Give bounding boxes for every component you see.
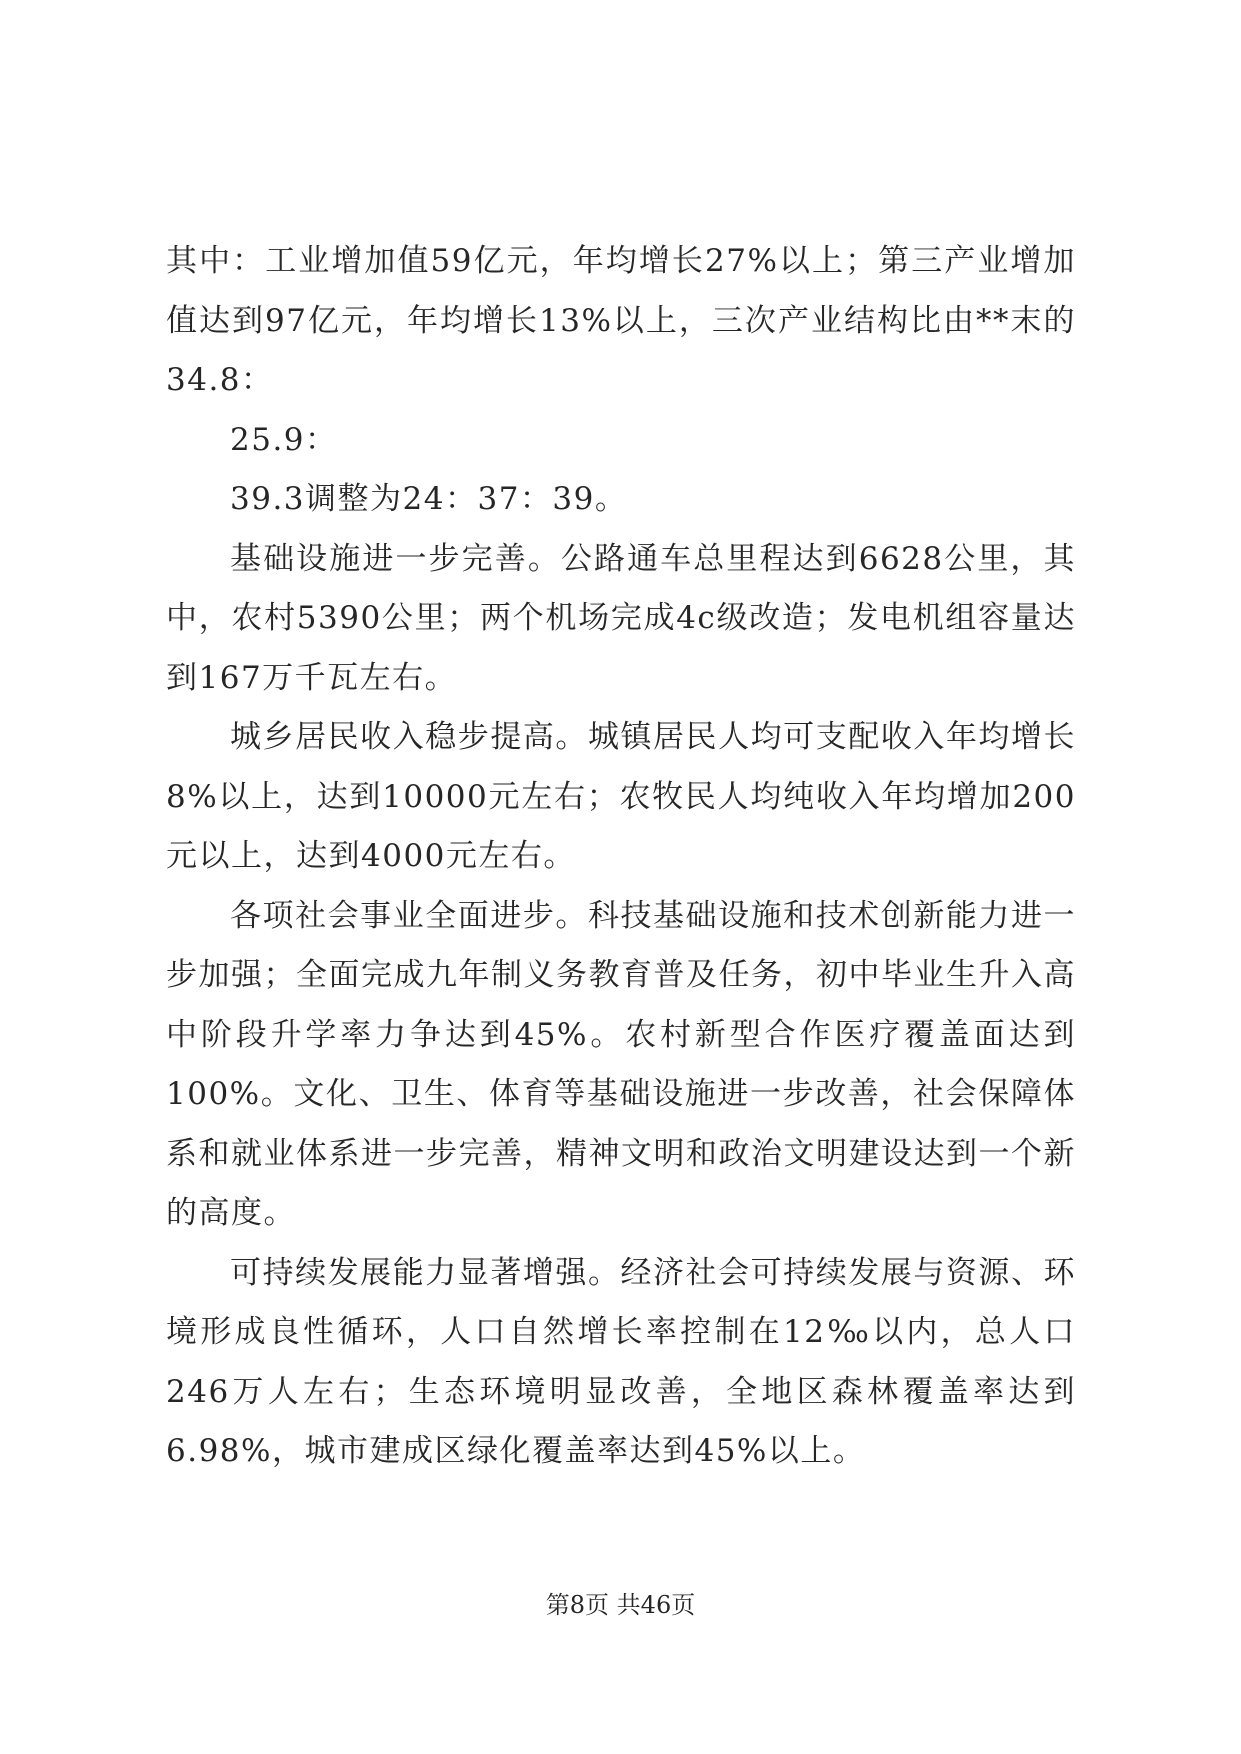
paragraph-industry-structure: 其中：工业增加值59亿元，年均增长27%以上；第三产业增加值达到97亿元，年均增长13%以上，三次产业结构比由**末的34.8： [166, 243, 1076, 398]
paragraph-ratio-part-2: 25.9： [230, 421, 338, 458]
paragraph-sustainable-development: 可持续发展能力显著增强。经济社会可持续发展与资源、环境形成良性循环，人口自然增长率控制在12‰以内，总人口246万人左右；生态环境明显改善，全地区森林覆盖率达到6.98%，城市建成区绿化覆盖率达到45%以上。 [166, 1254, 1076, 1469]
paragraph-social-undertakings: 各项社会事业全面进步。科技基础设施和技术创新能力进一步加强；全面完成九年制义务教育普及任务，初中毕业生升入高中阶段升学率力争达到45%。农村新型合作医疗覆盖面达到100%。文化、卫生、体育等基础设施进一步改善，社会保障体系和就业体系进一步完善，精神文明和政治文明建设达到一个新的高度。 [166, 897, 1076, 1231]
paragraph-income: 城乡居民收入稳步提高。城镇居民人均可支配收入年均增长8%以上，达到10000元左右；农牧民人均纯收入年均增加200元以上，达到4000元左右。 [166, 719, 1076, 874]
paragraph-ratio-part-3: 39.3调整为24：37：39。 [230, 481, 628, 517]
page-footer [0, 1590, 1241, 1620]
page-number: 第8页 共46页 [545, 1591, 696, 1619]
document-body [166, 232, 1076, 1482]
paragraph-infrastructure: 基础设施进一步完善。公路通车总里程达到6628公里，其中，农村5390公里；两个机场完成4c级改造；发电机组容量达到167万千瓦左右。 [166, 540, 1076, 696]
